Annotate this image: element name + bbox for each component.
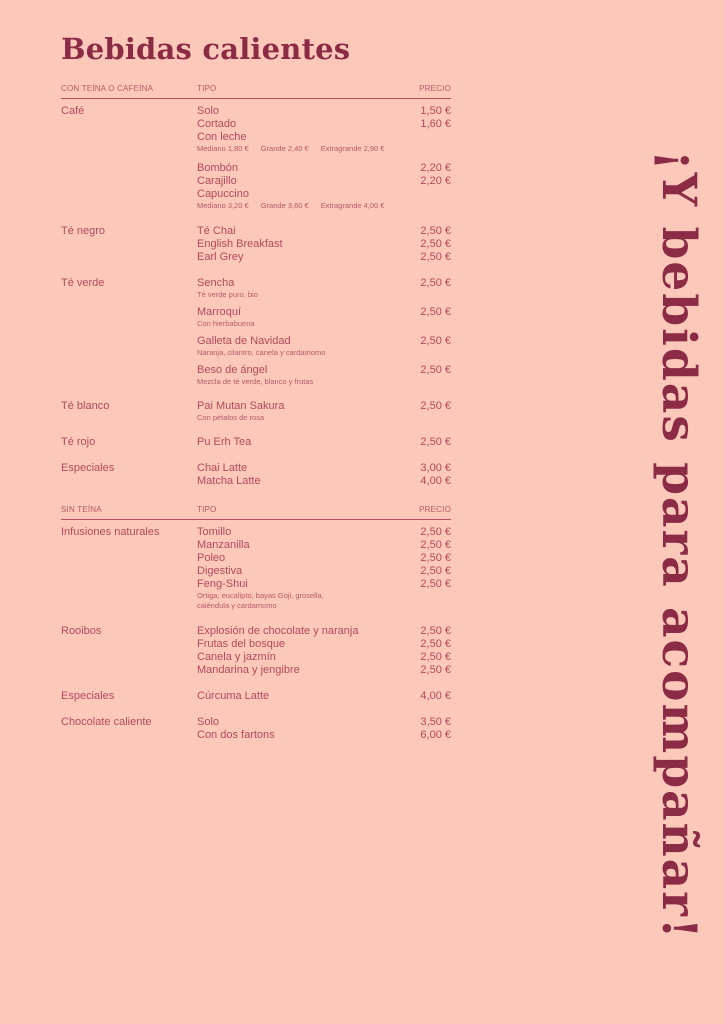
category-label: Té rojo — [61, 436, 96, 448]
menu-item: Té Chai 2,50 € — [197, 225, 451, 237]
category-label: Rooibos — [61, 625, 102, 637]
price: 4,00 € — [420, 690, 451, 702]
menu-item: Con leche — [197, 131, 247, 143]
section-header — [61, 84, 451, 99]
category-label: Café — [61, 105, 85, 117]
group-te-blanco — [61, 400, 451, 423]
item-description: Con hierbabuena — [197, 319, 255, 328]
menu-item: Con dos fartons 6,00 € — [197, 729, 451, 741]
group-chocolate — [61, 716, 451, 742]
section-header — [61, 505, 451, 520]
menu-item: Canela y jazmín 2,50 € — [197, 651, 451, 663]
menu-item: Poleo 2,50 € — [197, 552, 451, 564]
menu-item: English Breakfast 2,50 € — [197, 238, 451, 250]
group-te-verde — [61, 277, 451, 387]
menu-item: Mandarina y jengibre 2,50 € — [197, 664, 451, 676]
price: 2,20 € — [420, 175, 451, 187]
category-label: Té blanco — [61, 400, 110, 412]
price: 4,00 € — [420, 475, 451, 487]
price: 2,50 € — [420, 625, 451, 637]
group-especiales-sin-teina — [61, 690, 451, 703]
price: 2,50 € — [420, 436, 451, 448]
menu-item: Matcha Latte 4,00 € — [197, 475, 451, 487]
header-category: SIN TEÍNA — [61, 505, 102, 514]
menu-item: Sencha 2,50 € — [197, 277, 451, 289]
menu-item: Beso de ángel 2,50 € — [197, 364, 451, 376]
group-te-negro — [61, 225, 451, 264]
group-cafe — [61, 105, 451, 211]
price: 3,50 € — [420, 716, 451, 728]
price: 2,50 € — [420, 225, 451, 237]
menu-item: Cortado 1,60 € — [197, 118, 451, 130]
price: 2,50 € — [420, 364, 451, 376]
item-description: Con pétalos de rosa — [197, 413, 265, 422]
group-especiales — [61, 462, 451, 488]
header-category: CON TEÍNA O CAFEÍNA — [61, 84, 154, 93]
section-with-theine — [61, 84, 451, 488]
price: 2,50 € — [420, 552, 451, 564]
price: 2,50 € — [420, 565, 451, 577]
price: 2,50 € — [420, 578, 451, 590]
group-te-rojo — [61, 436, 451, 449]
price: 2,50 € — [420, 238, 451, 250]
item-description: Té verde puro, bio — [197, 290, 258, 299]
size-prices: Mediano 1,80 € Grande 2,40 € Extragrande 2,90 € — [197, 144, 385, 153]
price: 1,50 € — [420, 105, 451, 117]
menu-item: Bombón 2,20 € — [197, 162, 451, 174]
price: 2,20 € — [420, 162, 451, 174]
price: 1,60 € — [420, 118, 451, 130]
menu-item: Earl Grey 2,50 € — [197, 251, 451, 263]
price: 2,50 € — [420, 306, 451, 318]
menu-item: Frutas del bosque 2,50 € — [197, 638, 451, 650]
price: 2,50 € — [420, 651, 451, 663]
price: 3,00 € — [420, 462, 451, 474]
category-label: Chocolate caliente — [61, 716, 152, 728]
menu-item: Manzanilla 2,50 € — [197, 539, 451, 551]
menu-item: Digestiva 2,50 € — [197, 565, 451, 577]
menu-item: Pu Erh Tea 2,50 € — [197, 436, 451, 448]
size-prices: Mediano 3,20 € Grande 3,60 € Extragrande 4,00 € — [197, 201, 385, 210]
menu-item: Cúrcuma Latte 4,00 € — [197, 690, 451, 702]
menu-item: Explosión de chocolate y naranja 2,50 € — [197, 625, 451, 637]
menu-item: Marroquí 2,50 € — [197, 306, 451, 318]
category-label: Té negro — [61, 225, 106, 237]
menu-item: Tomillo 2,50 € — [197, 526, 451, 538]
menu-item: Chai Latte 3,00 € — [197, 462, 451, 474]
menu-item: Feng-Shui 2,50 € — [197, 578, 451, 590]
header-type: TIPO — [197, 505, 217, 514]
section-without-theine — [61, 505, 451, 742]
header-type: TIPO — [197, 84, 217, 93]
item-description: Ortiga, eucalipto, bayas Goji, grosella, caléndula y cardamomo — [197, 591, 324, 610]
category-label: Especiales — [61, 462, 115, 474]
menu-item: Capuccino — [197, 188, 249, 200]
group-rooibos — [61, 625, 451, 677]
header-price: PRECIO — [419, 505, 451, 514]
price: 2,50 € — [420, 335, 451, 347]
price: 2,50 € — [420, 664, 451, 676]
menu-item: Solo 3,50 € — [197, 716, 451, 728]
menu-item: Galleta de Navidad 2,50 € — [197, 335, 451, 347]
price: 2,50 € — [420, 638, 451, 650]
category-label: Infusiones naturales — [61, 526, 160, 538]
price: 2,50 € — [420, 539, 451, 551]
price: 2,50 € — [420, 400, 451, 412]
item-description: Naranja, cilantro, canela y cardamomo — [197, 348, 326, 357]
menu-item: Carajillo 2,20 € — [197, 175, 451, 187]
price: 2,50 € — [420, 277, 451, 289]
price: 6,00 € — [420, 729, 451, 741]
group-infusiones — [61, 526, 451, 611]
page-title: Bebidas calientes — [61, 32, 351, 66]
header-price: PRECIO — [419, 84, 451, 93]
price: 2,50 € — [420, 251, 451, 263]
menu-item: Pai Mutan Sakura 2,50 € — [197, 400, 451, 412]
item-description: Mezcla de té verde, blanco y frutas — [197, 377, 314, 386]
side-banner: ¡Y bebidas para acompañar! — [651, 150, 706, 941]
category-label: Especiales — [61, 690, 115, 702]
price: 2,50 € — [420, 526, 451, 538]
menu-item: Solo 1,50 € — [197, 105, 451, 117]
category-label: Té verde — [61, 277, 105, 289]
